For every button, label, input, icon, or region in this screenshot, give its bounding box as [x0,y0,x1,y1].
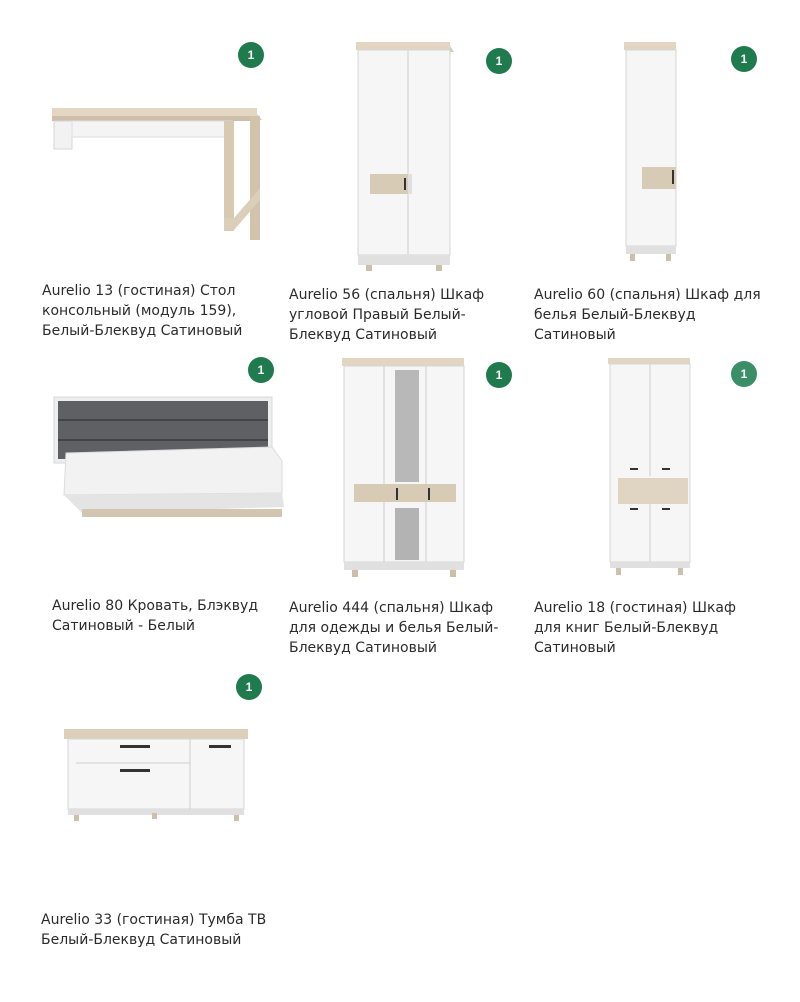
quantity-badge: 1 [731,361,757,387]
product-title[interactable]: Aurelio 80 Кровать, Блэквуд Сатиновый - Белый [52,598,259,634]
narrow-wardrobe-icon[interactable] [622,42,680,262]
product-title[interactable]: Aurelio 33 (гостиная) Тумба ТВ Белый-Блеквуд Сатиновый [41,912,267,948]
product-title[interactable]: Aurelio 444 (спальня) Шкаф для одежды и белья Белый-Блеквуд Сатиновый [289,600,499,656]
wardrobe-two-door-icon[interactable] [352,40,454,272]
quantity-badge: 1 [731,46,757,72]
quantity-badge: 1 [238,42,264,68]
console-table-icon[interactable] [52,108,267,248]
quantity-badge: 1 [236,674,262,700]
mirror-wardrobe-icon[interactable] [342,358,466,578]
tv-stand-icon[interactable] [64,727,250,823]
bookcase-icon[interactable] [608,358,692,576]
quantity-badge: 1 [486,48,512,74]
product-title[interactable]: Aurelio 56 (спальня) Шкаф угловой Правый Белый-Блеквуд Сатиновый [289,287,485,343]
bed-icon[interactable] [52,395,284,525]
product-title[interactable]: Aurelio 18 (гостиная) Шкаф для книг Белый-Блеквуд Сатиновый [534,600,736,656]
quantity-badge: 1 [486,362,512,388]
quantity-badge: 1 [248,357,274,383]
product-title[interactable]: Aurelio 13 (гостиная) Стол консольный (модуль 159), Белый-Блеквуд Сатиновый [42,283,243,339]
product-title[interactable]: Aurelio 60 (спальня) Шкаф для белья Белый-Блеквуд Сатиновый [534,287,761,343]
